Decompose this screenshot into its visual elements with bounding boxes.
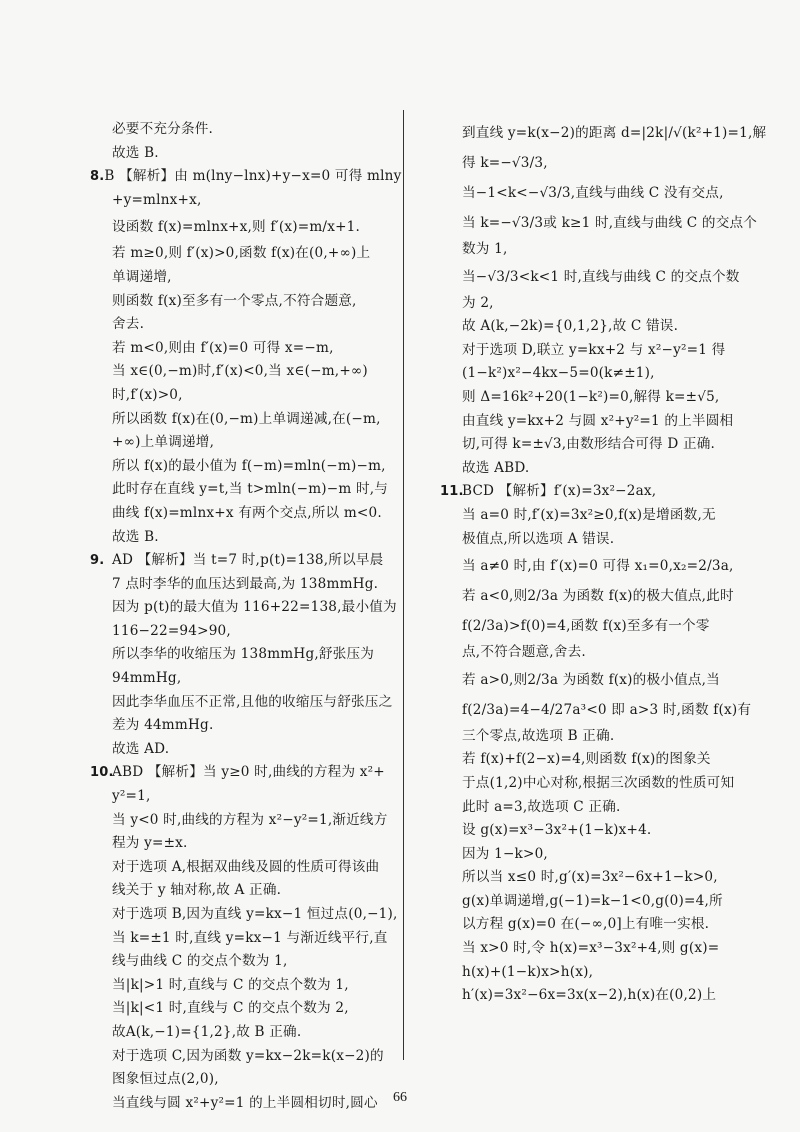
text-line: 故选 AD. [112, 740, 170, 757]
text-line: h(x)+(1−k)x>h(x), [462, 963, 594, 980]
text-line: 对于选项 B,因为直线 y=kx−1 恒过点(0,−1), [112, 906, 398, 922]
text-line: 故 A(k,−2k)={0,1,2},故 C 错误. [462, 318, 679, 335]
item-text: BCD 【解析】f′(x)=3x²−2ax, [462, 483, 657, 500]
text-line: 当 y<0 时,曲线的方程为 x²−y²=1,渐近线方 [112, 811, 388, 828]
text-line: 曲线 f(x)=mlnx+x 有两个交点,所以 m<0. [112, 504, 382, 521]
text-line: 故选 ABD. [462, 459, 530, 476]
text-line: 当 x>0 时,令 h(x)=x³−3x²+4,则 g(x)= [462, 940, 720, 957]
text-line: 当 a≠0 时,由 f′(x)=0 可得 x₁=0,x₂=2/3a, [462, 558, 734, 575]
column-divider [403, 110, 404, 1060]
text-line: 因为 p(t)的最大值为 116+22=138,最小值为 [112, 599, 397, 616]
text-line: 数为 1, [462, 241, 508, 257]
text-line: 得 k=−√3/3, [462, 155, 548, 171]
text-line: 94mmHg, [112, 670, 182, 687]
text-line: h′(x)=3x²−6x=3x(x−2),h(x)在(0,2)上 [462, 987, 717, 1004]
text-line: 当−1<k<−√3/3,直线与曲线 C 没有交点, [462, 185, 724, 201]
text-line: 故A(k,−1)={1,2},故 B 正确. [112, 1023, 302, 1040]
item-text: AD 【解析】当 t=7 时,p(t)=138,所以早晨 [112, 552, 384, 569]
text-line: 若 m<0,则由 f′(x)=0 可得 x=−m, [112, 339, 334, 356]
text-line: 若 a>0,则2/3a 为函数 f(x)的极小值点,当 [462, 671, 720, 688]
text-line: 此时存在直线 y=t,当 t>mln(−m)−m 时,与 [112, 481, 389, 498]
text-line: 对于选项 D,联立 y=kx+2 与 x²−y²=1 得 [462, 341, 726, 358]
item-number: 9. [90, 553, 105, 569]
text-line: 时,f′(x)>0, [112, 386, 183, 403]
text-line: 切,可得 k=±√3,由数形结合可得 D 正确. [462, 436, 716, 453]
text-line: 极值点,所以选项 A 错误. [462, 530, 615, 547]
text-line: 必要不充分条件. [112, 121, 214, 137]
item-number: 11. [440, 484, 464, 500]
text-line: 线与曲线 C 的交点个数为 1, [112, 953, 288, 970]
item-number: 10. [90, 765, 114, 781]
text-line: 当−√3/3<k<1 时,直线与曲线 C 的交点个数 [462, 268, 740, 285]
text-line: 到直线 y=k(x−2)的距离 d=|2k|/√(k²+1)=1,解 [462, 125, 767, 141]
text-line: 此时 a=3,故选项 C 正确. [462, 798, 621, 815]
text-line: 以方程 g(x)=0 在(−∞,0]上有唯一实根. [462, 916, 710, 933]
text-line: 则函数 f(x)至多有一个零点,不符合题意, [112, 292, 357, 309]
text-line: 当|k|<1 时,直线与 C 的交点个数为 2, [112, 1000, 349, 1017]
page-number: 66 [393, 1090, 407, 1105]
text-line: 当 k=±1 时,直线 y=kx−1 与渐近线平行,直 [112, 929, 388, 946]
item-text: B 【解析】由 m(lny−lnx)+y−x=0 可得 mlny [104, 168, 402, 185]
text-line: 当 x∈(0,−m)时,f′(x)<0,当 x∈(−m,+∞) [112, 363, 368, 380]
text-line: (1−k²)x²−4kx−5=0(k≠±1), [462, 365, 655, 382]
text-line: 于点(1,2)中心对称,根据三次函数的性质可知 [462, 774, 735, 791]
text-line: 三个零点,故选项 B 正确. [462, 727, 615, 744]
text-line: 单调递增, [112, 268, 172, 285]
text-line: 由直线 y=kx+2 与圆 x²+y²=1 的上半圆相 [462, 412, 734, 429]
text-line: +∞)上单调递增, [112, 434, 215, 451]
text-line: 所以函数 f(x)在(0,−m)上单调递减,在(−m, [112, 410, 381, 427]
text-line: 设 g(x)=x³−3x²+(1−k)x+4. [462, 822, 652, 839]
text-line: 为 2, [462, 294, 494, 311]
text-line: f(2/3a)=4−4/27a³<0 即 a>3 时,函数 f(x)有 [462, 701, 752, 718]
text-line: 当|k|>1 时,直线与 C 的交点个数为 1, [112, 976, 349, 993]
text-line: 图象恒过点(2,0), [112, 1071, 219, 1088]
text-line: 所以李华的收缩压为 138mmHg,舒张压为 [112, 646, 375, 663]
text-line: 差为 44mmHg. [112, 717, 214, 734]
text-line: y²=1, [112, 788, 151, 805]
text-line: 当 k=−√3/3或 k≥1 时,直线与曲线 C 的交点个 [462, 215, 758, 231]
solution-item [90, 549, 388, 573]
solution-item [90, 165, 402, 189]
text-line: 舍去. [112, 316, 145, 333]
item-number: 8. [90, 169, 105, 185]
text-line: 程为 y=±x. [112, 835, 188, 852]
text-line: 当直线与圆 x²+y²=1 的上半圆相切时,圆心 [112, 1094, 378, 1111]
text-line: 若 f(x)+f(2−x)=4,则函数 f(x)的图象关 [462, 751, 711, 768]
solution-item [440, 480, 740, 504]
text-line: 当 a=0 时,f′(x)=3x²≥0,f(x)是增函数,无 [462, 506, 716, 523]
text-line: 设函数 f(x)=mlnx+x,则 f′(x)=m/x+1. [112, 219, 361, 236]
text-line: +y=mlnx+x, [112, 191, 202, 208]
text-line: 若 a<0,则2/3a 为函数 f(x)的极大值点,此时 [462, 588, 734, 605]
solution-item [90, 761, 388, 785]
text-line: 因此李华血压不正常,且他的收缩压与舒张压之 [112, 693, 393, 710]
text-line: 所以 f(x)的最小值为 f(−m)=mln(−m)−m, [112, 457, 386, 474]
text-line: 若 m≥0,则 f′(x)>0,函数 f(x)在(0,+∞)上 [112, 245, 371, 262]
text-line: 7 点时李华的血压达到最高,为 138mmHg. [112, 575, 379, 592]
text-line: 所以当 x≤0 时,g′(x)=3x²−6x+1−k>0, [462, 869, 718, 886]
text-line: 故选 B. [112, 144, 159, 161]
text-line: 因为 1−k>0, [462, 845, 548, 862]
text-line: 点,不符合题意,舍去. [462, 644, 586, 661]
text-line: g(x)单调递增,g(−1)=k−1<0,g(0)=4,所 [462, 892, 723, 909]
text-line: 对于选项 C,因为函数 y=kx−2k=k(x−2)的 [112, 1047, 384, 1064]
text-line: 则 Δ=16k²+20(1−k²)=0,解得 k=±√5, [462, 388, 720, 405]
text-line: 故选 B. [112, 528, 159, 545]
text-line: 对于选项 A,根据双曲线及圆的性质可得该曲 [112, 858, 380, 875]
text-line: f(2/3a)>f(0)=4,函数 f(x)至多有一个零 [462, 618, 710, 635]
text-line: 116−22=94>90, [112, 622, 231, 639]
text-line: 线关于 y 轴对称,故 A 正确. [112, 882, 282, 899]
item-text: ABD 【解析】当 y≥0 时,曲线的方程为 x²+ [112, 764, 385, 781]
right-column [440, 118, 767, 1008]
